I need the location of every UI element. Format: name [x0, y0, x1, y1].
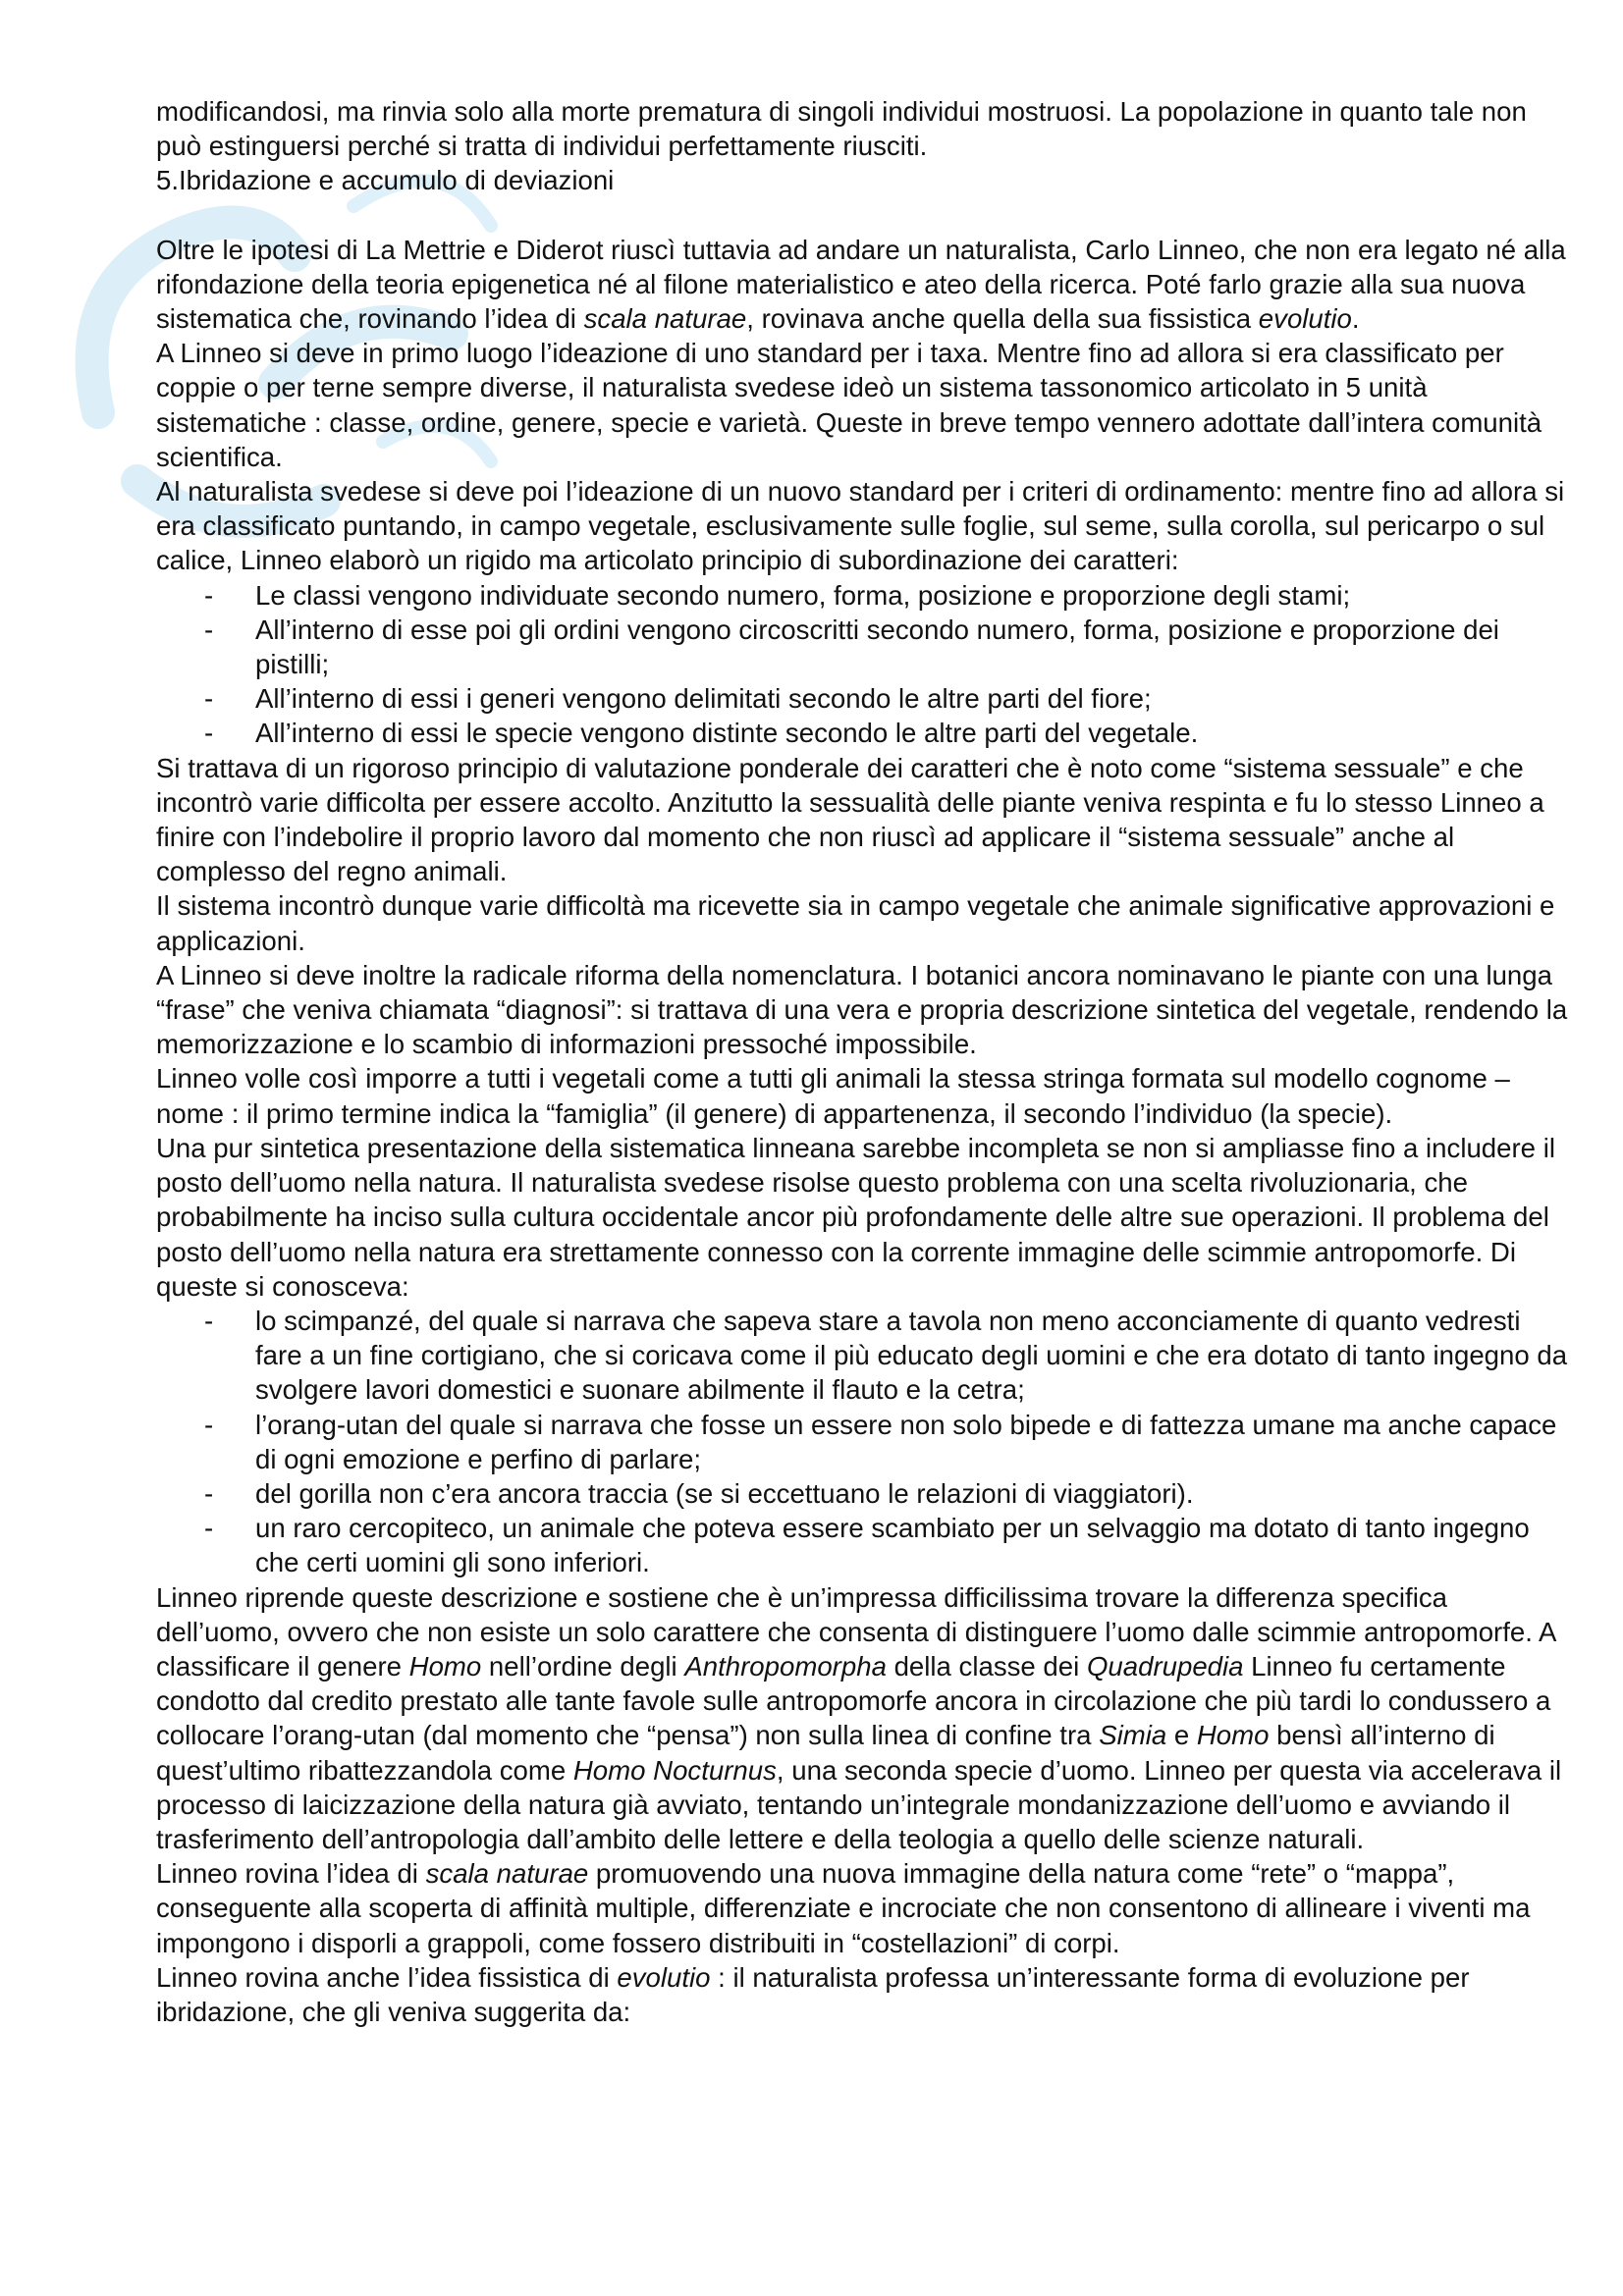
list-item: - Le classi vengono individuate secondo numero, forma, posizione e proporzione degli stami; — [204, 579, 1351, 611]
section-heading: 5.Ibridazione e accumulo di deviazioni — [156, 165, 615, 196]
blank-line — [156, 198, 1570, 233]
list-item: - All’interno di esse poi gli ordini vengono circoscritti secondo numero, forma, posizione e proporzione dei pistilli; — [204, 614, 1499, 680]
paragraph-posto-uomo: Una pur sintetica presentazione della sistematica linneana sarebbe incompleta se non si ampliasse fino a includere il posto dell’uomo nella natura. Il naturalista svedese risolse questo problema con una scelta rivoluzionaria, che probabilmente ha inciso sulla cultura occidentale ancor più profondamente delle altre sue operazioni. Il problema del posto dell’uomo nella natura era strettamente connesso con la corrente immagine delle scimmie antropomorfe. Di queste si conosceva: — [156, 1132, 1555, 1302]
paragraph-evolutio: Linneo rovina anche l’idea fissistica di evolutio : il naturalista professa un’interessante forma di evoluzione per ibridazione, che gli veniva suggerita da: — [156, 1961, 1470, 2027]
paragraph-rete-mappa: Linneo rovina l’idea di scala naturae promuovendo una nuova immagine della natura come “rete” o “mappa”, conseguente alla scoperta di affinità multiple, differenziate e incrociate che non consentono di allineare i viventi ma impongono i disporli a grappoli, come fossero distribuiti in “costellazioni” di corpi. — [156, 1858, 1531, 1958]
list-item: - All’interno di essi i generi vengono delimitati secondo le altre parti del fiore; — [204, 683, 1152, 715]
list-item: - l’orang-utan del quale si narrava che fosse un essere non solo bipede e di fattezza umane ma anche capace di ogni emozione e perfino di parlare; — [204, 1409, 1557, 1474]
list-scimmie — [156, 1304, 1570, 1580]
paragraph-cognome-nome: Linneo volle così imporre a tutti i vegetali come a tutti gli animali la stessa stringa formata sul modello cognome – nome : il primo termine indica la “famiglia” (il genere) di appartenenza, il secondo l’individuo (la specie). — [156, 1063, 1510, 1129]
paragraph-homo: Linneo riprende queste descrizione e sostiene che è un’impressa difficilissima trovare la differenza specifica dell’uomo, ovvero che non esiste un solo carattere che consenta di distinguere l’uomo dalle scimmie antropomorfe. A classificare il genere Homo nell’ordine degli Anthropomorpha della classe dei Quadrupedia Linneo fu certamente condotto dal credito prestato alle tante favole sulle antropomorfe ancora in circolazione che più tardi lo condussero a collocare l’orang-utan (dal momento che “pensa”) non sulla linea di confine tra Simia e Homo bensì all’interno di quest’ultimo ribattezzandola come Homo Nocturnus, una seconda specie d’uomo. Linneo per questa via accelerava il processo di laicizzazione della natura già avviato, tentando un’integrale mondanizzazione dell’uomo e avviando il trasferimento dell’antropologia dall’ambito delle lettere e della teologia a quello delle scienze naturali. — [156, 1581, 1562, 1854]
paragraph-linneo: Oltre le ipotesi di La Mettrie e Diderot riuscì tuttavia ad andare un naturalista, Carlo Linneo, che non era legato né alla rifondazione della teoria epigenetica né al filone materialistico e ateo della ricerca. Poté farlo grazie alla sua nuova sistematica che, rovinando l’idea di scala naturae, rovinava anche quella della sua fissistica evolutio. — [156, 234, 1566, 335]
paragraph-intro: modificandosi, ma rinvia solo alla morte prematura di singoli individui mostruosi. La popolazione in quanto tale non può estinguersi perché si tratta di individui perfettamente riusciti. — [156, 96, 1527, 162]
paragraph-nomenclatura: A Linneo si deve inoltre la radicale riforma della nomenclatura. I botanici ancora nominavano le piante con una lunga “frase” che veniva chiamata “diagnosi”: si trattava di una vera e propria descrizione sintetica del vegetale, rendendo la memorizzazione e lo scambio di informazioni pressoché impossibile. — [156, 959, 1568, 1060]
paragraph-criteri: Al naturalista svedese si deve poi l’ideazione di un nuovo standard per i criteri di ordinamento: mentre fino ad allora si era classificato puntando, in campo vegetale, esclusivamente sulle foglie, sul seme, sulla corolla, sul pericarpo o sul calice, Linneo elaborò un rigido ma articolato principio di subordinazione dei caratteri: — [156, 476, 1565, 576]
paragraph-sistema-sessuale: Si trattava di un rigoroso principio di valutazione ponderale dei caratteri che è noto come “sistema sessuale” e che incontrò varie difficolta per essere accolto. Anzitutto la sessualità delle piante veniva respinta e fu lo stesso Linneo a finire con l’indebolire il proprio lavoro dal momento che non riuscì ad applicare il “sistema sessuale” anche al complesso del regno animali. — [156, 752, 1544, 887]
paragraph-difficolta: Il sistema incontrò dunque varie difficoltà ma ricevette sia in campo vegetale che animale significative approvazioni e applicazioni. — [156, 890, 1555, 956]
list-item: - All’interno di essi le specie vengono distinte secondo le altre parti del vegetale. — [204, 718, 1199, 749]
list-criteri — [156, 578, 1570, 751]
list-item: - del gorilla non c’era ancora traccia (se si eccettuano le relazioni di viaggiatori). — [204, 1477, 1194, 1509]
paragraph-taxa: A Linneo si deve in primo luogo l’ideazione di uno standard per i taxa. Mentre fino ad allora si era classificato per coppie o per terne sempre diverse, il naturalista svedese ideò un sistema tassonomico articolato in 5 unità sistematiche : classe, ordine, genere, specie e varietà. Queste in breve tempo vennero adottate dall’intera comunità scientifica. — [156, 338, 1542, 472]
list-item: - lo scimpanzé, del quale si narrava che sapeva stare a tavola non meno acconciamente di quanto vedresti fare a un fine cortigiano, che si coricava come il più educato degli uomini e che era dotato di tanto ingegno da svolgere lavori domestici e suonare abilmente il flauto e la cetra; — [204, 1305, 1568, 1406]
document-page — [156, 94, 1570, 2029]
list-item: - un raro cercopiteco, un animale che poteva essere scambiato per un selvaggio ma dotato di tanto ingegno che certi uomini gli sono inferiori. — [204, 1513, 1530, 1578]
